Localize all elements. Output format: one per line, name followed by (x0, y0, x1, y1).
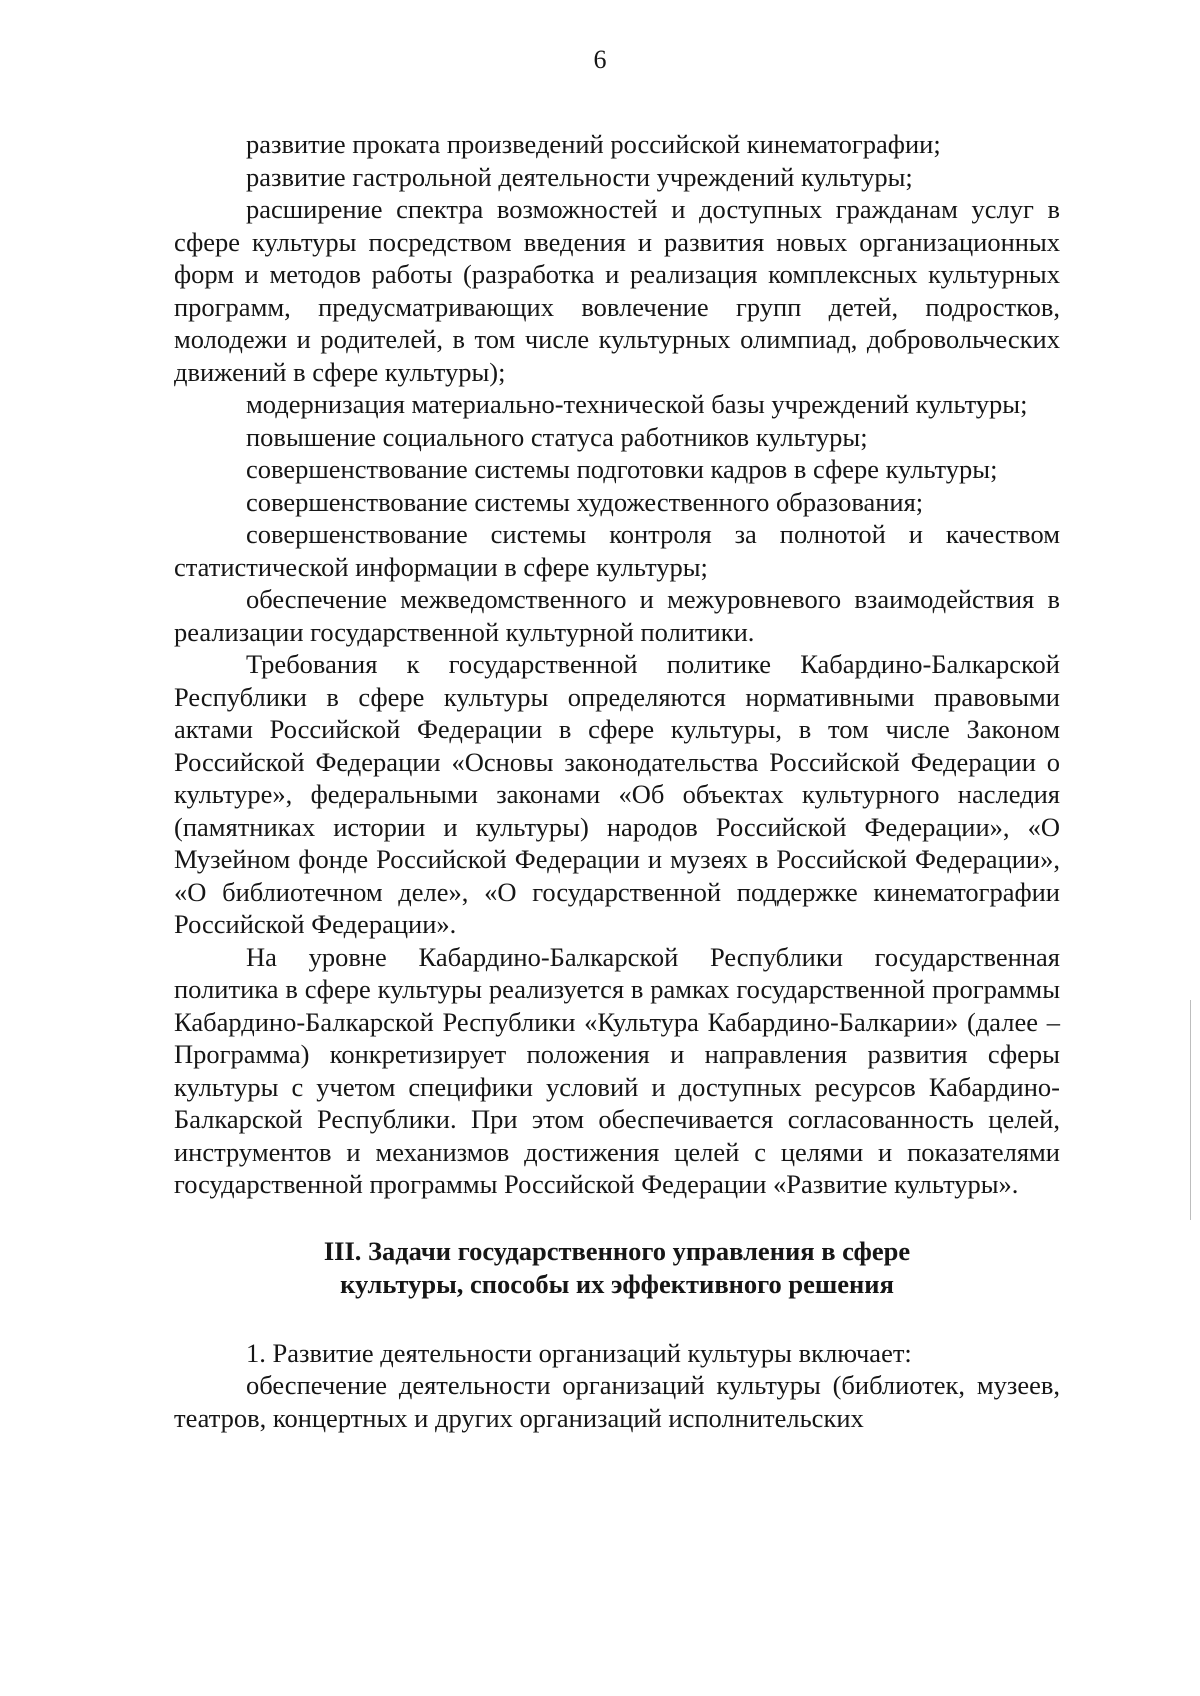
section-paragraph-2: обеспечение деятельности организаций культуры (библиотек, музеев, театров, концертных и других организаций исполнительских (174, 1370, 1060, 1433)
paragraph-3: расширение спектра возможностей и доступных гражданам услуг в сфере культуры посредством введения и развития новых организационных форм и методов работы (разработка и реализация комплексных культурных программ, предусматривающих вовлечение групп детей, подростков, молодежи и родителей, в том числе культурных олимпиад, добровольческих движений в сфере культуры); (174, 194, 1060, 387)
paragraph-1: развитие проката произведений российской кинематографии; (246, 129, 941, 159)
paragraph-8: совершенствование системы контроля за полнотой и качеством статистической информации в сфере культуры; (174, 519, 1060, 582)
paragraph-5: повышение социального статуса работников культуры; (246, 421, 868, 452)
paragraph-7: совершенствование системы художественного образования; (246, 486, 924, 517)
section-heading-line-1: III. Задачи государственного управления в сфере (323, 1235, 911, 1266)
paragraph-10: Требования к государственной политике Кабардино-Балкарской Республики в сфере культуры определяются нормативными правовыми актами Российской Федерации в сфере культуры, в том числе Законом Российской Федерации «Основы законодательства Российской Федерации о культуре», федеральными законами «Об объектах культурного наследия (памятниках истории и культуры) народов Российской Федерации», «О Музейном фонде Российской Федерации и музеях в Российской Федерации», «О библиотечном деле», «О государственной поддержке кинематографии Российской Федерации». (174, 649, 1060, 939)
paragraph-4: модернизация материально-технической базы учреждений культуры; (246, 389, 1028, 419)
section-heading-line-2: культуры, способы их эффективного решения (340, 1268, 894, 1299)
section-paragraph-1: 1. Развитие деятельности организаций культуры включает: (246, 1337, 912, 1368)
scan-edge-line (1190, 1000, 1191, 1220)
page-number: 6 (593, 45, 607, 74)
paragraph-2: развитие гастрольной деятельности учреждений культуры; (246, 161, 913, 192)
paragraph-6: совершенствование системы подготовки кадров в сфере культуры; (246, 454, 998, 484)
document-body (174, 128, 1060, 1434)
section-heading (174, 1235, 1060, 1301)
paragraph-11: На уровне Кабардино-Балкарской Республики государственная политика в сфере культуры реализуется в рамках государственной программы Кабардино-Балкарской Республики «Культура Кабардино-Балкарии» (далее – Программа) конкретизирует положения и направления развития сферы культуры с учетом специфики условий и доступных ресурсов Кабардино-Балкарской Республики. При этом обеспечивается согласованность целей, инструментов и механизмов достижения целей с целями и показателями государственной программы Российской Федерации «Развитие культуры». (174, 941, 1060, 1199)
paragraph-9: обеспечение межведомственного и межуровневого взаимодействия в реализации государственной культурной политики. (174, 584, 1060, 647)
